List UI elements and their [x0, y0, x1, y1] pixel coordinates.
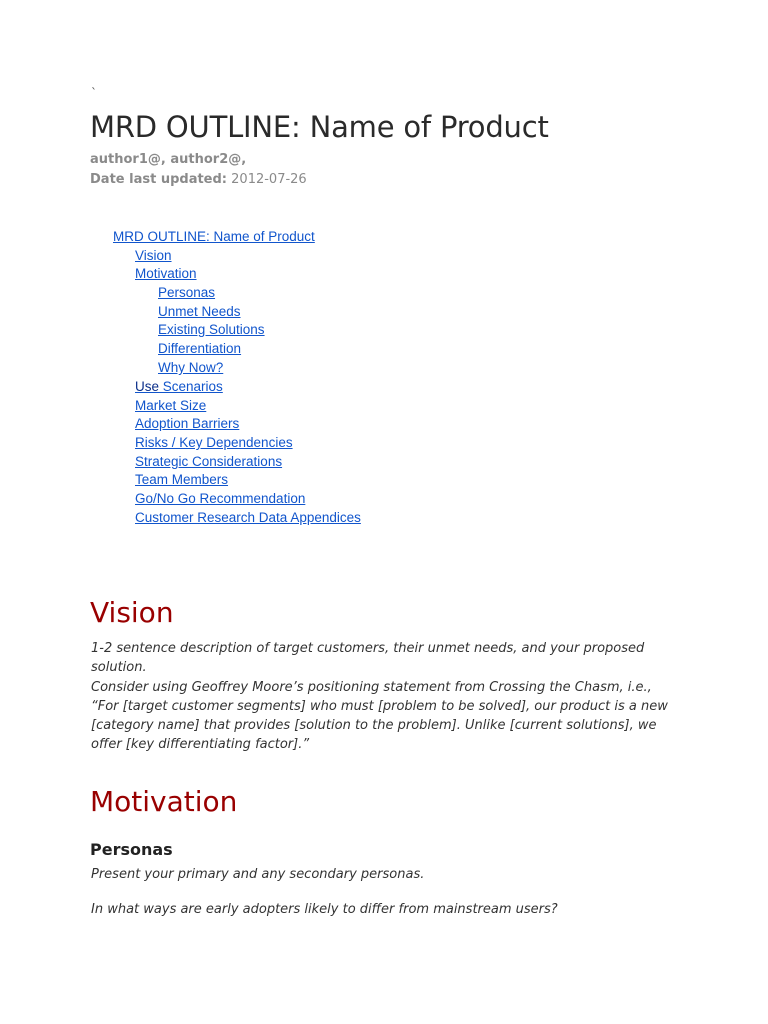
personas-paragraph-2: In what ways are early adopters likely to differ from mainstream users? — [91, 902, 558, 917]
toc-link-adoption-barriers[interactable]: Adoption Barriers — [135, 416, 240, 431]
toc-link-customer-research[interactable]: Customer Research Data Appendices — [135, 510, 361, 525]
authors-line: author1@, author2@, — [90, 152, 247, 167]
vision-paragraph-2: Consider using Geoffrey Moore’s positioning statement from Crossing the Chasm, i.e., “For [target customer segments] who must [problem to be solved], our product is a new [category name] that provides [solution to the problem]. Unlike [current solutions], we offer [key differentiating factor].” — [91, 680, 668, 752]
toc-link-unmet-needs[interactable]: Unmet Needs — [158, 304, 241, 319]
toc-link-why-now[interactable]: Why Now? — [158, 360, 224, 375]
toc-link-market-size[interactable]: Market Size — [135, 398, 207, 413]
toc-link-existing-solutions[interactable]: Existing Solutions — [158, 322, 265, 337]
date-label: Date last updated: — [90, 172, 228, 187]
personas-heading: Personas — [90, 840, 173, 859]
toc-link-strategic-considerations[interactable]: Strategic Considerations — [135, 454, 283, 469]
motivation-heading: Motivation — [90, 785, 238, 818]
toc-link-mrd-outline[interactable]: MRD OUTLINE: Name of Product — [113, 229, 315, 244]
vision-paragraph-1: 1-2 sentence description of target customers, their unmet needs, and your proposed solution. — [91, 641, 645, 675]
vision-heading: Vision — [90, 596, 174, 629]
toc-use-prefix: Use — [135, 379, 160, 394]
toc-scenarios-label: Scenarios — [159, 379, 223, 394]
toc-link-team-members[interactable]: Team Members — [135, 472, 229, 487]
date-value: 2012-07-26 — [231, 172, 307, 187]
toc-link-motivation[interactable]: Motivation — [135, 266, 197, 281]
toc-link-differentiation[interactable]: Differentiation — [158, 341, 242, 356]
stray-mark: ` — [91, 86, 97, 100]
toc-link-personas[interactable]: Personas — [158, 285, 216, 300]
personas-paragraph-1: Present your primary and any secondary personas. — [91, 867, 425, 882]
toc-link-risks[interactable]: Risks / Key Dependencies — [135, 435, 293, 450]
toc-link-go-no-go[interactable]: Go/No Go Recommendation — [135, 491, 306, 506]
toc-link-use-scenarios[interactable] — [135, 379, 223, 394]
date-last-updated — [90, 172, 307, 187]
document-title: MRD OUTLINE: Name of Product — [90, 110, 549, 144]
toc-link-vision[interactable]: Vision — [135, 248, 172, 263]
